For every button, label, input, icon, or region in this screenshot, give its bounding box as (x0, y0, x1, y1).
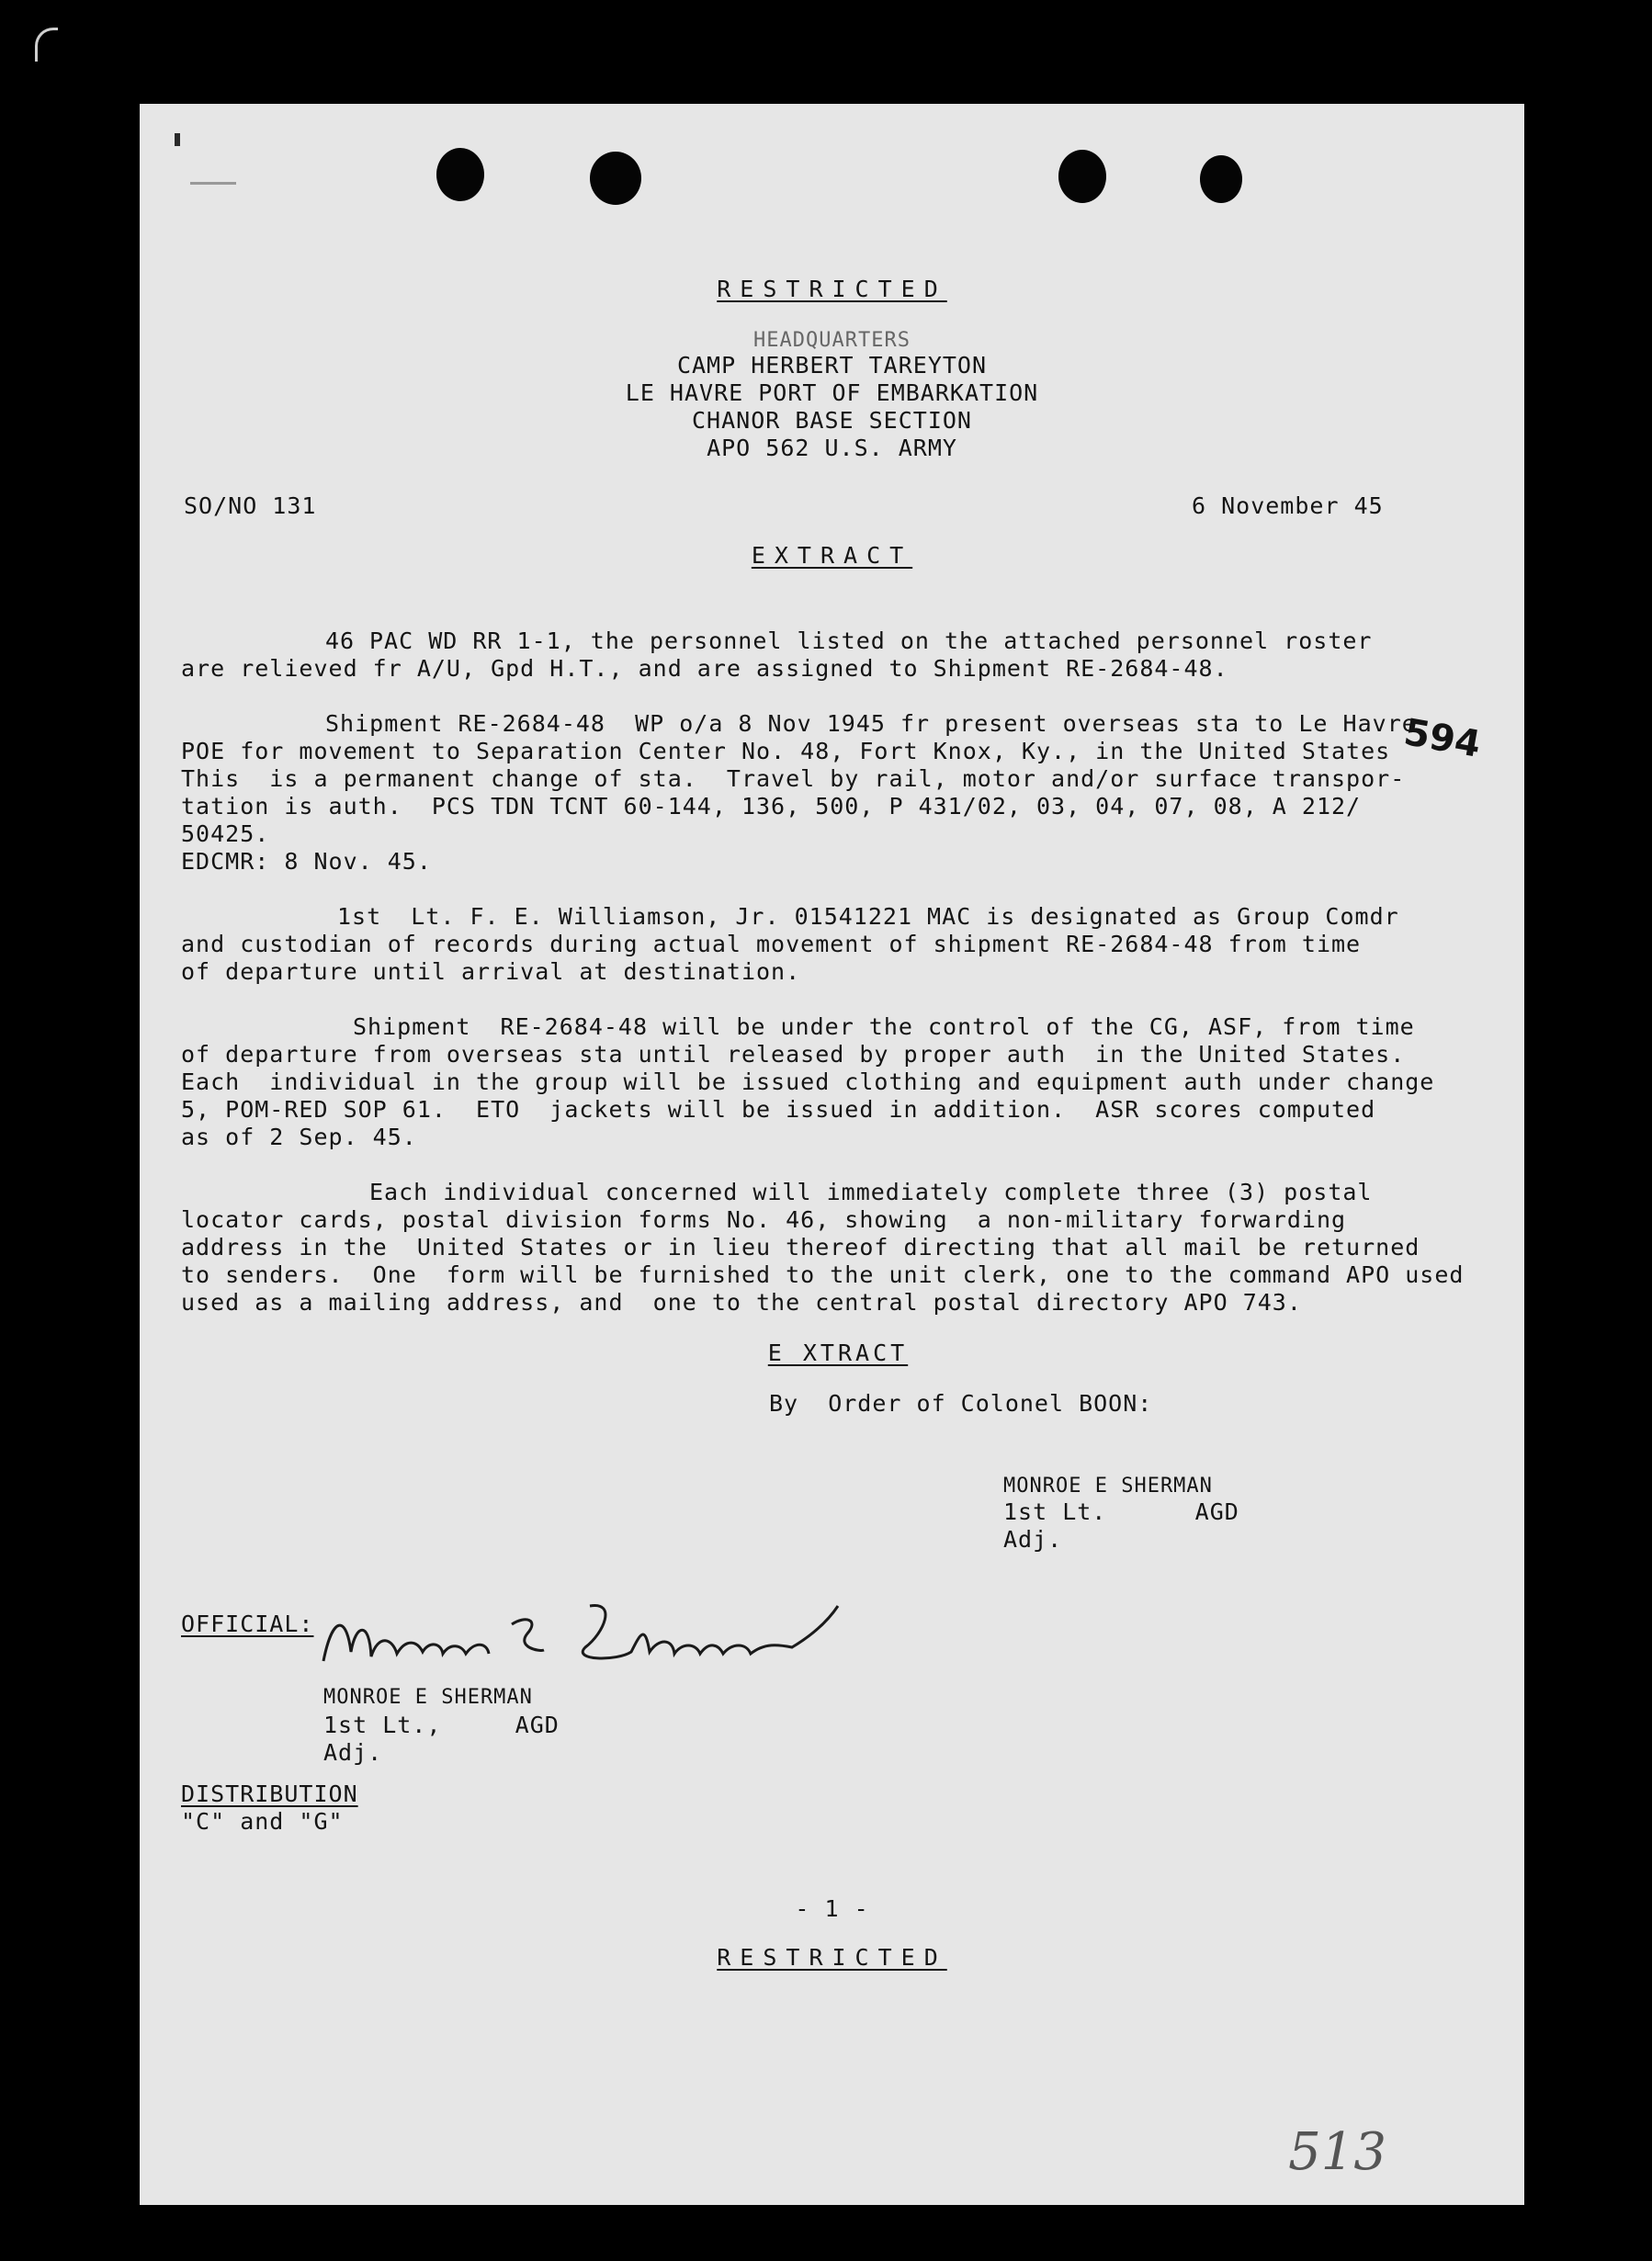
body-line: PAC WD RR 1-1, the personnel listed on the attached personnel roster (369, 627, 1373, 654)
hq-line: HEADQUARTERS (753, 329, 911, 352)
body-line: of departure until arrival at destination. (181, 958, 801, 985)
classification-top: RESTRICTED (717, 276, 947, 302)
body-line: 50425. (181, 820, 270, 847)
body-line: are relieved fr A/U, Gpd H.T., and are assigned to Shipment RE-2684-48. (181, 655, 1228, 682)
distribution-value: "C" and "G" (181, 1808, 344, 1835)
punch-hole (1200, 155, 1242, 203)
edge-mark (190, 182, 236, 185)
body-line: POE for movement to Separation Center No. 48, Fort Knox, Ky., in the United States (181, 738, 1391, 764)
official-name: MONROE E SHERMAN (323, 1686, 533, 1709)
punch-hole (436, 148, 484, 201)
body-line: as of 2 Sep. 45. (181, 1124, 417, 1150)
signer-rank: 1st Lt. AGD (1003, 1498, 1239, 1525)
body-line: Each individual concerned will immediately complete three (3) postal (369, 1179, 1373, 1205)
order-date: 6 November 45 (1192, 492, 1384, 519)
handwritten-page-number: 513 (1288, 2122, 1386, 2182)
body-line: tation is auth. PCS TDN TCNT 60-144, 136, 500, P 431/02, 03, 04, 07, 08, A 212/ (181, 793, 1362, 820)
hq-line: LE HAVRE PORT OF EMBARKATION (625, 379, 1039, 406)
body-line: Shipment RE-2684-48 will be under the control of the CG, ASF, from time (353, 1013, 1415, 1040)
body-line: This is a permanent change of sta. Travel by rail, motor and/or surface transpor- (181, 765, 1406, 792)
body-line: to senders. One form will be furnished to the unit clerk, one to the command APO used (181, 1261, 1465, 1288)
body-line: locator cards, postal division forms No. 46, showing a non-military forwarding (181, 1206, 1347, 1233)
corner-smudge (175, 133, 180, 146)
extract-end: E XTRACT (767, 1340, 909, 1366)
signer-name: MONROE E SHERMAN (1003, 1475, 1213, 1498)
extract-title: EXTRACT (751, 542, 913, 569)
body-line: address in the United States or in lieu thereof directing that all mail be returned (181, 1234, 1420, 1261)
punch-hole (590, 152, 641, 205)
signer-title: Adj. (1003, 1526, 1063, 1553)
distribution-label: DISTRIBUTION (181, 1781, 358, 1807)
order-number: SO/NO 131 (184, 492, 317, 519)
stamped-number: 594 (1400, 711, 1484, 766)
hq-line: CAMP HERBERT TAREYTON (676, 352, 988, 379)
classification-bottom: RESTRICTED (717, 1944, 947, 1971)
corner-scan-mark (35, 28, 58, 62)
body-line: of departure from overseas sta until released by proper auth in the United States. (181, 1041, 1406, 1068)
document-page (140, 104, 1524, 2205)
body-line: 5, POM-RED SOP 61. ETO jackets will be issued in addition. ASR scores computed (181, 1096, 1376, 1123)
body-line: used as a mailing address, and one to the central postal directory APO 743. (181, 1289, 1302, 1316)
body-line: Each individual in the group will be issued clothing and equipment auth under change (181, 1068, 1435, 1095)
item-number: 46 (325, 627, 356, 654)
punch-hole (1058, 150, 1106, 203)
body-line: EDCMR: 8 Nov. 45. (181, 848, 432, 875)
order-by-line: By Order of Colonel BOON: (769, 1390, 1153, 1417)
body-line: 1st Lt. F. E. Williamson, Jr. 01541221 MAC is designated as Group Comdr (337, 903, 1399, 930)
official-rank: 1st Lt., AGD (323, 1712, 560, 1738)
body-line: Shipment RE-2684-48 WP o/a 8 Nov 1945 fr present overseas sta to Le Havre (325, 710, 1417, 737)
page-number: - 1 - (795, 1895, 869, 1922)
official-label: OFFICIAL: (181, 1611, 314, 1637)
handwritten-signature (314, 1597, 866, 1684)
hq-line: APO 562 U.S. ARMY (707, 435, 957, 461)
hq-line: CHANOR BASE SECTION (692, 407, 972, 434)
body-line: and custodian of records during actual movement of shipment RE-2684-48 from time (181, 931, 1362, 957)
official-title: Adj. (323, 1739, 383, 1766)
